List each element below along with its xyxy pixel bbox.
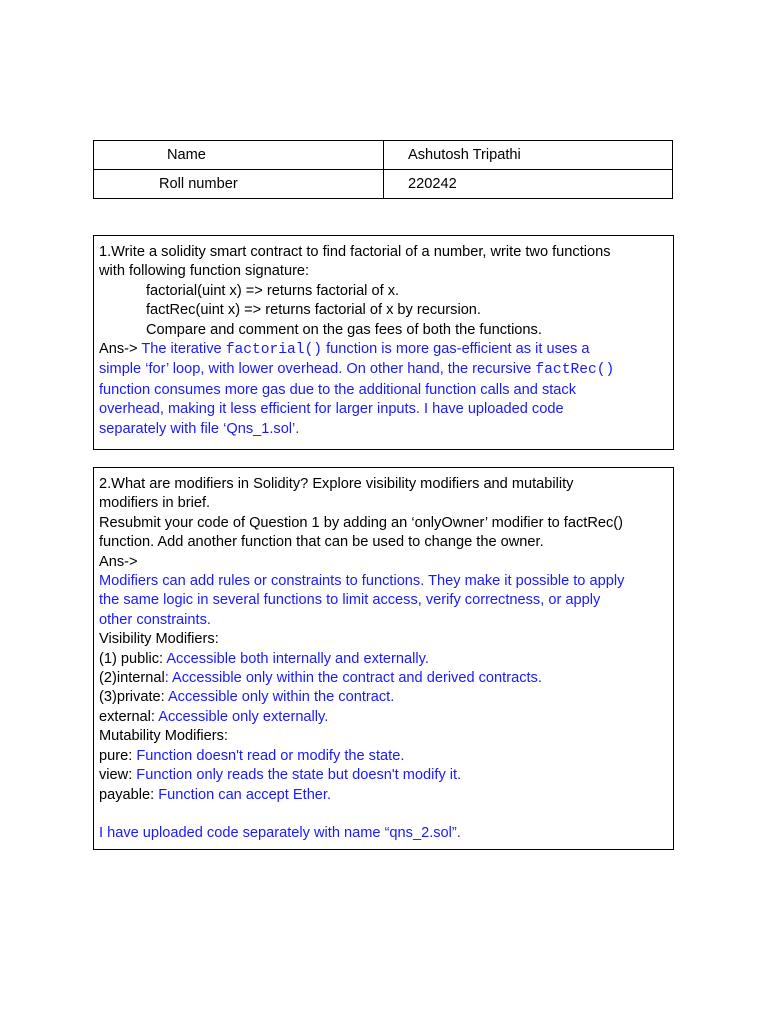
q1-code-factrec: factRec() [535,362,615,379]
modifier-desc: Accessible both internally and externally. [163,650,429,667]
roll-number-label: Roll number [159,176,238,192]
q1-answer-line: overhead, making it less efficient for larger inputs. I have uploaded code [99,401,564,418]
student-info-table [93,140,673,199]
mutability-heading: Mutability Modifiers: [99,728,228,745]
q1-code-factorial: factorial() [225,342,323,359]
q2-question-line: 2.What are modifiers in Solidity? Explore visibility modifiers and mutability [99,476,574,492]
modifier-term: payable: [99,786,155,803]
q1-answer-line: separately with file ‘Qns_1.sol’. [99,420,300,437]
q2-answer-line: the same logic in several functions to limit access, verify correctness, or apply [99,592,601,609]
modifier-term: (2)internal [99,670,165,687]
visibility-item [99,669,667,688]
visibility-heading: Visibility Modifiers: [99,631,219,648]
name-label: Name [167,147,206,163]
modifier-desc: Function only reads the state but doesn't modify it. [132,767,462,784]
q2-question-line: Resubmit your code of Question 1 by adding an ‘onlyOwner’ modifier to factRec() [99,514,624,531]
q1-answer-label: Ans-> [99,341,138,358]
modifier-desc: Function doesn't read or modify the state. [132,747,405,764]
roll-label-cell [94,170,384,199]
name-label-cell [94,141,384,170]
modifier-term: (1) public: [99,650,164,667]
modifier-term: view: [99,767,133,784]
q2-answer-line: other constraints. [99,611,211,628]
modifier-term: (3)private: [99,689,165,706]
q2-closing-line: I have uploaded code separately with name “qns_2.sol”. [99,825,461,842]
roll-number-value: 220242 [408,176,457,192]
visibility-item [99,708,667,727]
table-row [94,141,673,170]
roll-value-cell [384,170,673,199]
table-row [94,170,673,199]
name-value-cell [384,141,673,170]
q1-answer-text: The iterative [141,341,222,358]
modifier-desc: : Accessible only within the contract and derived contracts. [164,670,542,687]
q1-question-line: with following function signature: [99,263,310,280]
modifier-desc: Accessible only within the contract. [164,689,395,706]
question-2-box [93,467,674,850]
modifier-desc: Function can accept Ether. [154,786,332,803]
mutability-item [99,766,667,785]
spacer [99,805,667,824]
mutability-item [99,747,667,766]
q1-answer-line: function consumes more gas due to the additional function calls and stack [99,381,577,398]
mutability-item [99,786,667,805]
modifier-term: pure: [99,747,133,764]
visibility-item [99,688,667,707]
question-1-box [93,235,674,450]
q1-answer-line [99,360,667,380]
q2-answer-line: Modifiers can add rules or constraints to functions. They make it possible to apply [99,573,625,590]
name-value: Ashutosh Tripathi [408,147,521,163]
q2-question-line: modifiers in brief. [99,495,211,512]
modifier-desc: Accessible only externally. [154,708,329,725]
q1-question-line: 1.Write a solidity smart contract to find factorial of a number, write two functions [99,244,611,260]
q2-answer-label: Ans-> [99,553,138,570]
visibility-item [99,650,667,669]
q1-answer-text: function is more gas-efficient as it uses a [326,341,590,358]
q1-answer-text: simple ‘for’ loop, with lower overhead. On other hand, the recursive [99,361,532,378]
modifier-term: external: [99,708,155,725]
q1-signature-factrec: factRec(uint x) => returns factorial of x by recursion. [146,302,481,319]
q1-answer-line [99,340,667,360]
q1-signature-factorial: factorial(uint x) => returns factorial of x. [146,282,400,299]
q2-question-line: function. Add another function that can be used to change the owner. [99,534,544,551]
q1-compare-instruction: Compare and comment on the gas fees of both the functions. [146,321,542,338]
